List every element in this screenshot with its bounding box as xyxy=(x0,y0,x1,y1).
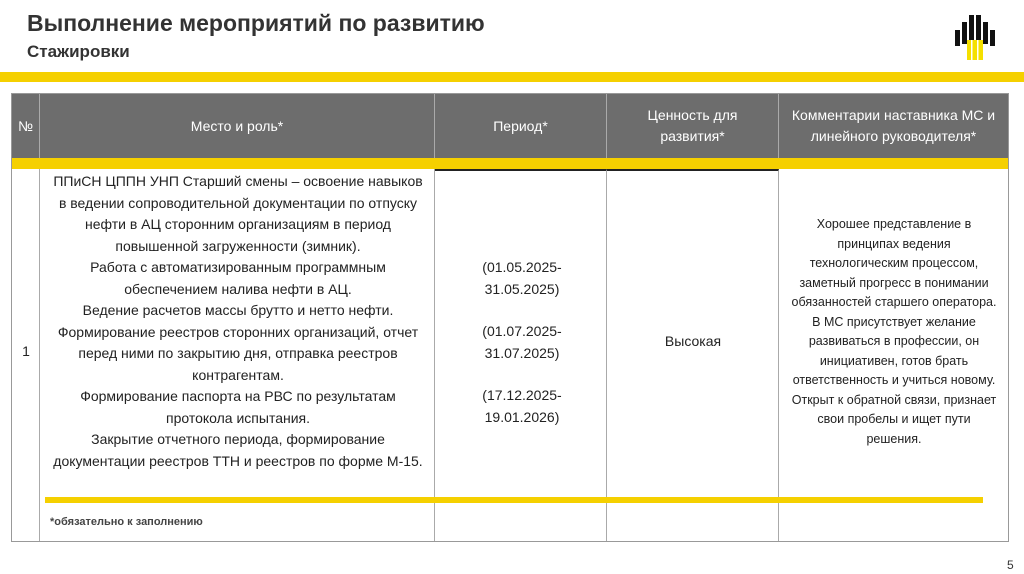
column-header-period: Период* xyxy=(435,94,607,158)
place-role-line: ППиСН ЦППН УНП Старший смены – освоение навыков в ведении сопроводительной документации по отпуску нефти в АЦ сторонним организациям в период повышенной загруженности (зимник). xyxy=(53,173,423,254)
place-role-line: Формирование паспорта на РВС по результатам протокола испытания. xyxy=(80,388,396,426)
period-cell xyxy=(472,257,572,428)
page-number: 5 xyxy=(1007,558,1014,572)
column-header-value: Ценность для развития* xyxy=(607,94,779,158)
comments-cell xyxy=(789,215,999,449)
comment-paragraph: Хорошее представление в принципах ведения технологическим процессом, заметный прогресс в понимании обязанностей старшего оператора. xyxy=(791,217,997,309)
place-role-line: Работа с автоматизированным программным обеспечением налива нефти в АЦ. xyxy=(90,259,386,297)
page-subtitle: Стажировки xyxy=(27,42,130,61)
internship-table xyxy=(11,93,1009,542)
header-accent-bar xyxy=(0,72,1024,82)
value-cell: Высокая xyxy=(664,333,722,349)
place-role-line: Закрытие отчетного периода, формирование документации реестров ТТН и реестров по форме М-15. xyxy=(53,431,423,469)
period-item: (17.12.2025-19.01.2026) xyxy=(482,387,562,425)
footnote: *обязательно к заполнению xyxy=(50,516,203,528)
company-logo-icon xyxy=(952,12,998,62)
comment-paragraph: В МС присутствует желание развиваться в профессии, он инициативен, готов брать ответственность и учиться новому. xyxy=(792,314,996,387)
place-role-line: Ведение расчетов массы брутто и нетто нефти. xyxy=(82,302,394,318)
period-item: (01.07.2025-31.07.2025) xyxy=(482,323,562,361)
comment-paragraph: Открыт к обратной связи, признает свои пробелы и ищет пути решения. xyxy=(791,392,997,446)
column-header-comments: Комментарии наставника МС и линейного руководителя* xyxy=(779,94,1008,158)
header-divider-strip xyxy=(12,158,1008,169)
place-role-line: Формирование реестров сторонних организаций, отчет перед ними по закрытию дня, отправка реестров контрагентам. xyxy=(57,323,419,383)
row-number: 1 xyxy=(22,343,30,359)
footer-accent-bar xyxy=(45,497,983,503)
col-value xyxy=(607,169,779,541)
column-header-number: № xyxy=(12,94,40,158)
place-role-cell xyxy=(48,171,428,472)
column-header-place-role: Место и роль* xyxy=(40,94,435,158)
page-title: Выполнение мероприятий по развитию xyxy=(27,10,485,36)
period-item: (01.05.2025-31.05.2025) xyxy=(482,259,562,297)
